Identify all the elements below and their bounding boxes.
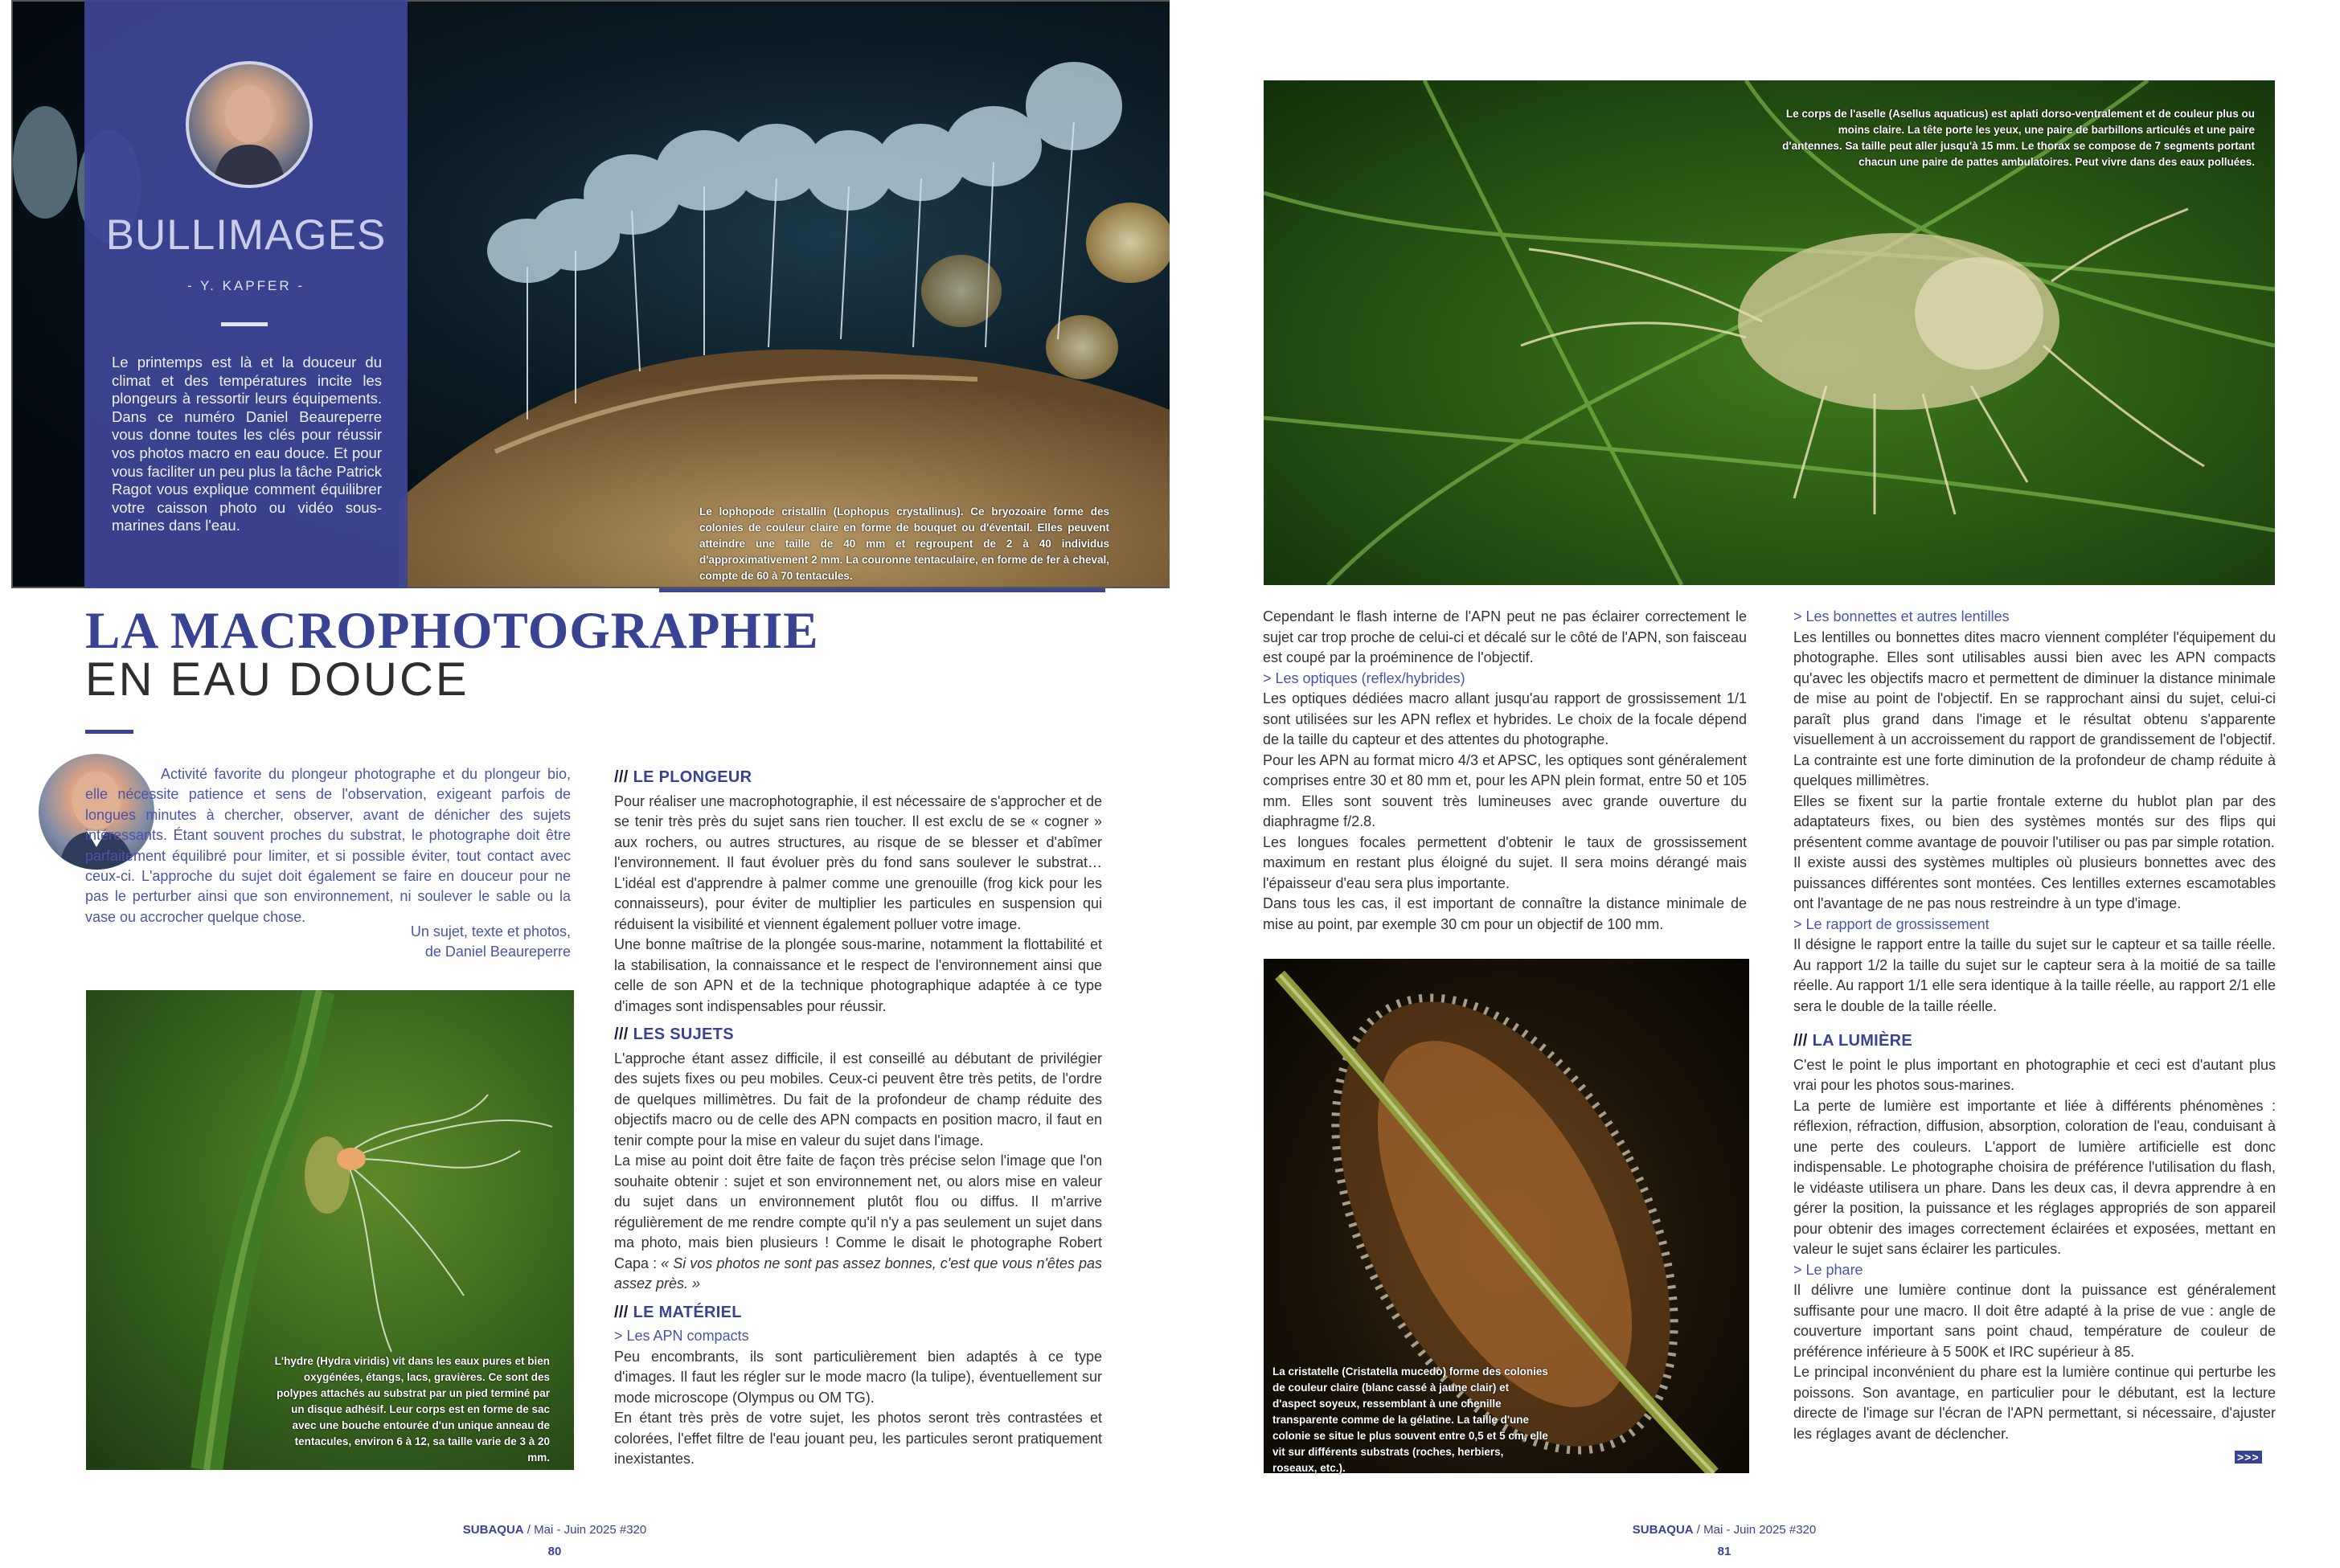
optiques-paragraph-4: Dans tous les cas, il est important de connaître la distance minimale de mise au point, par exemple 30 cm pour un objectif de 100 mm.: [1263, 895, 1747, 932]
phare-paragraph-2: Le principal inconvénient du phare est la lumière continue qui perturbe les poissons. Son avantage, en particulier pour le débutant, est la lecture directe de l'image sur l'écran de l'APN permettant, si nécessaire, d'ajuster les réglages avant de déclencher.: [1793, 1364, 2276, 1442]
continue-marker: >>>: [2235, 1451, 2262, 1464]
columnist-avatar: [186, 61, 313, 188]
bonnettes-paragraph-3: Il existe aussi des systèmes multiples où plusieurs bonnettes avec des puissances différentes sont montées. Ces lentilles externes escamotables ont l'avantage de ne pas nous restreindre à un type d'image.: [1793, 854, 2276, 911]
cristatella-caption: La cristatelle (Cristatella mucedo) forme des colonies de couleur claire (blanc cassé à jaune clair) et d'aspect soyeux, ressemblant à une chenille transparente comme de la gélatine. La taille d'une colonie se situe le plus souvent entre 0,5 et 5 cm, elle vit sur différents substrats (roches, herbiers, roseaux, etc.).: [1272, 1365, 1548, 1474]
text-column-2: [1263, 607, 1747, 935]
bonnettes-paragraph-1: Les lentilles ou bonnettes dites macro viennent compléter l'équipement du photographe. Elles sont utilisables aussi bien avec les APN compacts qu'avec les objectifs macro et permettent de diminuer la distance minimale de mise au point de l'objectif. En se rapprochant ainsi du sujet, celui-ci paraît plus grand dans l'image et le résultat obtenu s'apparente visuellement à un accroissement du rapport de grandissement de l'objectif. La contrainte est une forte diminution de la profondeur de champ réduite à quelques millimètres.: [1793, 628, 2276, 788]
materiel-paragraph-2: En étant très près de votre sujet, les photos seront très contrastées et colorées, l'effet filtre de l'eau jouant peu, les particules seront pratiquement inexistantes.: [614, 1410, 1102, 1467]
caption-rule: [659, 588, 1105, 592]
subheading-rapport: > Le rapport de grossissement: [1793, 915, 1990, 932]
hydra-caption: L'hydre (Hydra viridis) vit dans les eaux pures et bien oxygénées, étangs, lacs, gravières. Ce sont des polypes attachés au substrat par un pied terminé par un disque adhésif. Leur corps est en forme de sac avec une bouche entourée d'un unique anneau de tentacules, environ 6 à 12, sa taille varie de 3 à 20 mm.: [274, 1355, 550, 1464]
section-heading-sujets: /// LES SUJETS: [614, 1026, 734, 1043]
section-heading-materiel: /// LE MATÉRIEL: [614, 1303, 742, 1321]
asellus-caption: Le corps de l'aselle (Asellus aquaticus) est aplati dorso-ventralement et de couleur plus ou moins claire. La tête porte les yeux, une paire de barbillons articulés et une paire d'antennes. Sa taille peut aller jusqu'à 15 mm. Le thorax se compose de 7 segments portant chacun une paire de pattes ambulatoires. Peut vivre dans des eaux polluées.: [1782, 108, 2255, 168]
section-heading-lumiere: /// LA LUMIÈRE: [1793, 1032, 1913, 1050]
lophopus-caption: Le lophopode cristallin (Lophopus crystallinus). Ce bryozoaire forme des colonies de couleur claire en forme de bouquet ou d'éventail. Elles peuvent atteindre une taille de 40 mm et regroupent de 2 à 40 individus d'approximativement 2 mm. La couronne tentaculaire, en forme de fer à cheval, compte de 60 à 70 tentacules.: [699, 506, 1109, 582]
plongeur-paragraph-1: Pour réaliser une macrophotographie, il est nécessaire de s'approcher et de se tenir très près du sujet sans rien toucher. Il est exclu de se « cogner » aux rochers, ou autres structures, au risque de se blesser et d'abîmer l'environnement. Il faut évoluer près du fond sans soulever le substrat… L'idéal est d'apprendre à palmer comme une grenouille (frog kick pour les connaisseurs), pour éviter de multiplier les particules en suspension qui réduisent la visibilité et viennent également polluer votre image.: [614, 792, 1102, 932]
page-number-left: 80: [547, 1545, 562, 1558]
optiques-paragraph-1: Les optiques dédiées macro allant jusqu'au rapport de grossissement 1/1 sont utilisées sur les APN reflex et hybrides. Le choix de la focale dépend de la taille du capteur et des attentes du photographe.: [1263, 690, 1747, 747]
sujets-paragraph-1: L'approche étant assez difficile, il est conseillé au débutant de privilégier des sujets fixes ou peu mobiles. Ceux-ci peuvent être très petits, de l'ordre de quelques millimètres. Du fait de la profondeur de champ réduite des objectifs macro ou de celle des APN compacts en position macro, il faut en tenir compte pour la mise en valeur du sujet dans l'image.: [614, 1050, 1102, 1148]
lumiere-paragraph-1: C'est le point le plus important en photographie et ceci est d'autant plus vrai pour les photos sous-marines.: [1793, 1056, 2276, 1093]
subheading-apn-compacts: > Les APN compacts: [614, 1328, 749, 1344]
rubrique-title: BULLIMAGES: [105, 211, 387, 259]
footer-brand: SUBAQUA: [1632, 1523, 1694, 1537]
footer-issue: / Mai - Juin 2025 #320: [523, 1523, 647, 1537]
article-title-line2: EN EAU DOUCE: [85, 653, 469, 706]
section-heading-plongeur: /// LE PLONGEUR: [614, 768, 752, 786]
intro-text: Le printemps est là et la douceur du climat et des températures incite les plongeurs à ressortir leurs équipements. Dans ce numéro Daniel Beaureperre vous donne toutes les clés pour réussir vos photos macro en eau douce. Et pour vous faciliter un peu plus la tâche Patrick Ragot vous explique comment équilibrer votre caisson photo ou vidéo sous-marines dans l'eau.: [112, 354, 382, 534]
materiel-paragraph-1: Peu encombrants, ils sont particulièrement bien adaptés à ce type d'images. Il faut les régler sur le mode macro (la tulipe), éventuellement sur mode microscope (Olympus ou OM TG).: [614, 1348, 1102, 1406]
rubrique-author: - Y. KAPFER -: [186, 278, 305, 293]
article-title-line1: LA MACROPHOTOGRAPHIE: [85, 602, 819, 660]
lumiere-paragraph-2: La perte de lumière est importante et liée à différents phénomènes : réflexion, réfraction, diffusion, absorption, coloration de l'eau, conduisant à une perte des couleurs. L'apport de lumière artificielle est donc indispensable. Le photographe choisira de préférence l'utilisation du flash, le vidéaste utilisera un phare. Dans les deux cas, il devra apprendre à en gérer la position, la puissance et les réglages appropriés de son appareil pour obtenir des images correctement éclairées et exposées, mettant en valeur le sujet sans éclairer les particules.: [1793, 1097, 2276, 1257]
plongeur-paragraph-2: Une bonne maîtrise de la plongée sous-marine, notamment la flottabilité et la stabilisation, la connaissance et le respect de l'environnement ainsi que celle de son APN et de la technique photographique adaptée à ce type d'images sont indispensables pour réussir.: [614, 936, 1102, 1014]
footer-brand: SUBAQUA: [462, 1523, 524, 1537]
flash-paragraph: Cependant le flash interne de l'APN peut ne pas éclairer correctement le sujet car trop proche de celui-ci et décalé sur le côté de l'APN, son faisceau est coupé par la proéminence de l'objectif.: [1263, 608, 1747, 665]
sujets-paragraph-2: La mise au point doit être faite de façon très précise selon l'image que l'on souhaite obtenir : sujet et son environnement net, ou alors mise en valeur du sujet dans un environnement plutôt flou ou diffus. Il m'arrive régulièrement de me rendre compte qu'il n'y a pas seulement un sujet dans ma photo, mais bien plusieurs ! Comme le disait le photographe Robert Capa : « Si vos photos ne sont pas assez bonnes, c'est que vous n'êtes pas assez près. »: [614, 1152, 1102, 1292]
optiques-paragraph-2: Pour les APN au format micro 4/3 et APSC, les optiques sont généralement comprises entre 30 et 80 mm et, pour les APN plein format, entre 50 et 105 mm. Elles sont souvent très lumineuses avec grande ouverture du diaphragme f/2.8.: [1263, 751, 1747, 829]
subheading-bonnettes: > Les bonnettes et autres lentilles: [1793, 608, 2010, 624]
text-column-1: [614, 759, 1102, 1470]
page-right: [1170, 0, 2340, 1568]
title-divider: [85, 730, 133, 734]
lead-text: Activité favorite du plongeur photographe et du plongeur bio, elle nécessite patience et sens de l'observation, exigeant parfois de longues minutes à chercher, observer, avant de dénicher des sujets intéressants. Étant souvent proches du substrat, le photographe doit être parfaitement équilibré pour limiter, et si possible éviter, tout contact avec ceux-ci. L'approche du sujet doit également se faire en douceur pour ne pas le perturber ainsi que son environnement, ni soulever le sable ou la vase ou accrocher quelque chose.: [85, 766, 571, 925]
lead-credit-2: de Daniel Beaureperre: [424, 944, 571, 960]
footer-left: [402, 1523, 707, 1537]
bonnettes-paragraph-2: Elles se fixent sur la partie frontale externe du hublot plan par des adaptateurs fixes, ou bien des systèmes montés sur des flips qui présentent comme avantage de pouvoir l'utiliser ou pas par simple rotation.: [1793, 792, 2276, 850]
footer-issue: / Mai - Juin 2025 #320: [1693, 1523, 1817, 1537]
lead-credit-1: Un sujet, texte et photos,: [410, 923, 571, 940]
rapport-paragraph: Il désigne le rapport entre la taille du sujet sur le capteur et sa taille réelle. Au rapport 1/2 la taille du sujet sur le capteur sera à la moitié de sa taille réelle. Au rapport 1/1 elle sera identique à la taille réelle, au rapport 2/1 elle sera le double de la taille réelle.: [1793, 936, 2276, 1014]
avatar-portrait: [189, 64, 309, 185]
optiques-paragraph-3: Les longues focales permettent d'obtenir le taux de grossissement maximum en restant plus éloigné du sujet. Il sera moins dérangé mais l'épaisseur d'eau sera plus importante.: [1263, 833, 1747, 891]
subheading-optiques: > Les optiques (reflex/hybrides): [1263, 669, 1465, 686]
text-column-3: [1793, 607, 2276, 1444]
panel-divider: [221, 322, 268, 326]
page-number-right: 81: [1717, 1545, 1731, 1558]
footer-right: [1572, 1523, 1877, 1537]
phare-paragraph-1: Il délivre une lumière continue dont la puissance est généralement suffisante pour une macro. Il doit être adapté à la prise de vue : angle de couverture important sans point chaud, température de couleur de préférence inférieure à 5 500K et IRC supérieur à 85.: [1793, 1282, 2276, 1360]
bullimages-panel: [84, 0, 408, 588]
subheading-phare: > Le phare: [1793, 1261, 1863, 1278]
